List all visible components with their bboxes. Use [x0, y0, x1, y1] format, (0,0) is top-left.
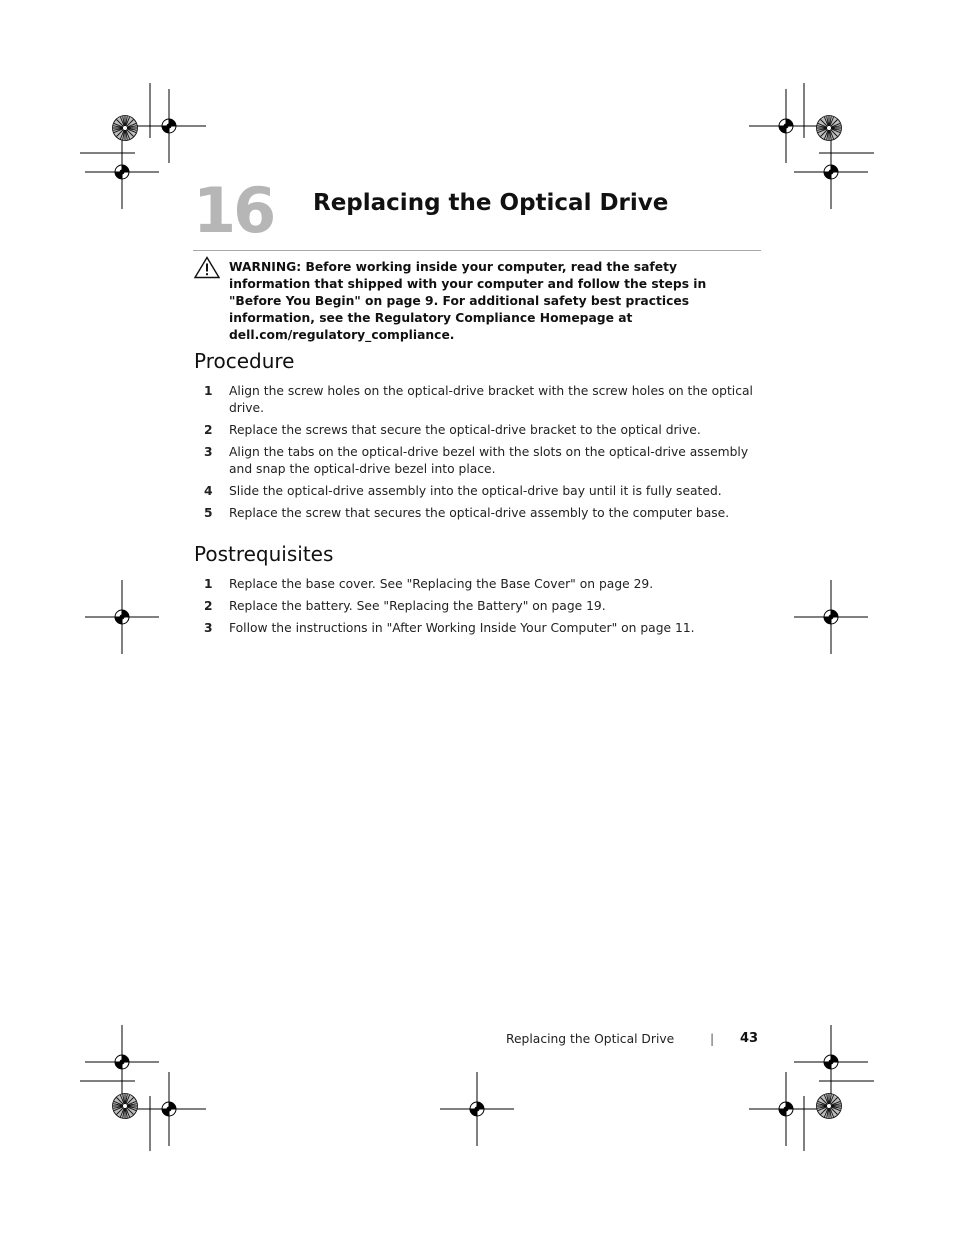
step-text: Follow the instructions in "After Working Inside Your Computer" on page 11. — [229, 621, 695, 635]
step-item — [194, 620, 754, 637]
step-item — [194, 422, 754, 439]
step-number: 3 — [204, 621, 213, 635]
step-number: 4 — [204, 484, 213, 498]
step-text: Align the tabs on the optical-drive bezel with the slots on the optical-drive assembly and snap the optical-drive bezel into place. — [229, 445, 749, 476]
step-number: 3 — [204, 445, 213, 459]
step-text: Align the screw holes on the optical-drive bracket with the screw holes on the optical drive. — [229, 384, 753, 415]
step-item — [194, 576, 754, 593]
step-text: Replace the screws that secure the optical-drive bracket to the optical drive. — [229, 423, 701, 437]
footer-chapter-title: Replacing the Optical Drive — [506, 1032, 675, 1046]
step-text: Replace the base cover. See "Replacing the Base Cover" on page 29. — [229, 577, 654, 591]
footer-separator: | — [710, 1032, 715, 1046]
step-item — [194, 505, 754, 522]
step-item — [194, 444, 754, 478]
chapter-number: 16 — [193, 174, 274, 247]
step-number: 5 — [204, 506, 213, 520]
procedure-heading: Procedure — [194, 349, 295, 373]
step-number: 2 — [204, 599, 213, 613]
step-text: Slide the optical-drive assembly into the optical-drive bay until it is fully seated. — [229, 484, 722, 498]
step-item — [194, 598, 754, 615]
step-item — [194, 483, 754, 500]
step-number: 2 — [204, 423, 213, 437]
step-number: 1 — [204, 577, 213, 591]
step-item — [194, 383, 754, 417]
warning-text: WARNING: Before working inside your computer, read the safety information that shipped with your computer and follow the steps in "Before You Begin" on page 9. For additional safety best practices information, see the Regulatory Compliance Homepage at dell.com/regulatory_compliance. — [229, 260, 707, 342]
step-text: Replace the battery. See "Replacing the Battery" on page 19. — [229, 599, 606, 613]
warning-triangle-icon — [194, 256, 220, 283]
postrequisites-heading: Postrequisites — [194, 542, 334, 566]
postrequisites-steps — [194, 576, 754, 642]
step-number: 1 — [204, 384, 213, 398]
title-divider — [193, 250, 761, 251]
page-number: 43 — [740, 1031, 759, 1046]
procedure-steps — [194, 383, 754, 527]
step-text: Replace the screw that secures the optical-drive assembly to the computer base. — [229, 506, 730, 520]
chapter-title: Replacing the Optical Drive — [313, 190, 669, 216]
